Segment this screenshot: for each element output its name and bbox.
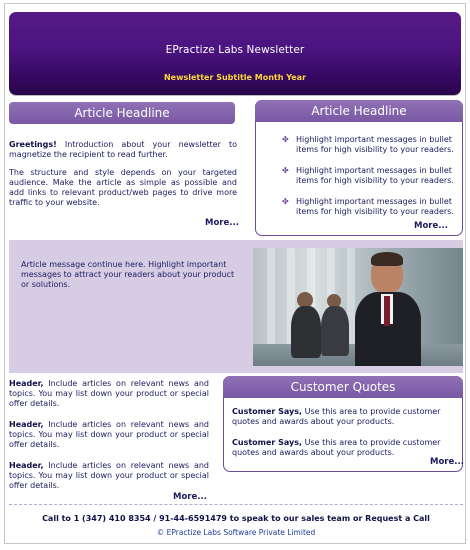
- left-article-paragraph: The structure and style depends on your targeted audience. Make the article as simple as possible and add links to relevant product/web pages to drive more traffic to your website.: [9, 168, 237, 207]
- business-people-photo: [253, 248, 463, 366]
- right-article-box: [255, 100, 463, 236]
- header-text: Include articles on relevant news and topics. You may list down your product or special offer details.: [9, 461, 209, 490]
- bullet-text: Highlight important messages in bullet items for high visibility to your readers.: [296, 166, 454, 185]
- customer-quote: [232, 407, 454, 427]
- left-article-body: [9, 140, 237, 216]
- customer-quotes-more-link[interactable]: More...: [430, 457, 464, 467]
- greeting-label: Greetings!: [9, 140, 57, 149]
- bullet-item: [282, 197, 458, 217]
- bullet-icon: ✤: [282, 197, 289, 206]
- left-article-more-link[interactable]: More...: [205, 218, 239, 228]
- customer-quote: [232, 438, 454, 458]
- quote-label: Customer Says,: [232, 438, 303, 447]
- quote-text: Use this area to provide customer quotes and awards about your products.: [232, 438, 441, 457]
- header-article-item: [9, 461, 209, 491]
- header-label: Header,: [9, 379, 44, 388]
- newsletter-header: [9, 12, 461, 95]
- newsletter-title: EPractize Labs Newsletter: [165, 44, 305, 56]
- header-article-item: [9, 379, 209, 409]
- customer-quotes-box: [223, 376, 463, 472]
- bullet-item: [282, 135, 458, 155]
- footer-copyright: © EPractize Labs Software Private Limited: [156, 528, 316, 537]
- header-text: Include articles on relevant news and topics. You may list down your product or special offer details.: [9, 379, 209, 408]
- header-text: Include articles on relevant news and topics. You may list down your product or special offer details.: [9, 420, 209, 449]
- intro-text: Introduction about your newsletter to magnetize the recipient to read further.: [9, 140, 237, 159]
- header-articles: [9, 379, 209, 502]
- bullet-icon: ✤: [282, 135, 289, 144]
- quote-label: Customer Says,: [232, 407, 303, 416]
- quote-text: Use this area to provide customer quotes and awards about your products.: [232, 407, 441, 426]
- newsletter-page: [4, 3, 466, 544]
- header-label: Header,: [9, 420, 44, 429]
- bullet-text: Highlight important messages in bullet items for high visibility to your readers.: [296, 197, 454, 216]
- article-continue-band: [9, 240, 463, 373]
- bullet-item: [282, 166, 458, 186]
- right-article-headline: Article Headline: [255, 100, 463, 122]
- left-article-headline: Article Headline: [9, 102, 235, 124]
- article-continue-text: Article message continue here. Highlight important messages to attract your readers about your product or solutions.: [21, 260, 235, 289]
- footer-divider: [9, 504, 463, 505]
- bullet-list: [282, 135, 458, 228]
- newsletter-subtitle: Newsletter Subtitle Month Year: [163, 73, 307, 82]
- bullet-icon: ✤: [282, 166, 289, 175]
- customer-quotes-title: Customer Quotes: [223, 376, 463, 398]
- header-article-item: [9, 420, 209, 450]
- customer-quotes-list: [232, 407, 454, 469]
- left-article-intro: [9, 140, 237, 160]
- footer-call-text[interactable]: Call to 1 (347) 410 8354 / 91-44-6591479 to speak to our sales team or Request a Call: [42, 514, 430, 523]
- right-article-more-link[interactable]: More...: [414, 221, 448, 231]
- bullet-text: Highlight important messages in bullet items for high visibility to your readers.: [296, 135, 454, 154]
- header-label: Header,: [9, 461, 44, 470]
- header-articles-more-link[interactable]: More...: [173, 492, 207, 502]
